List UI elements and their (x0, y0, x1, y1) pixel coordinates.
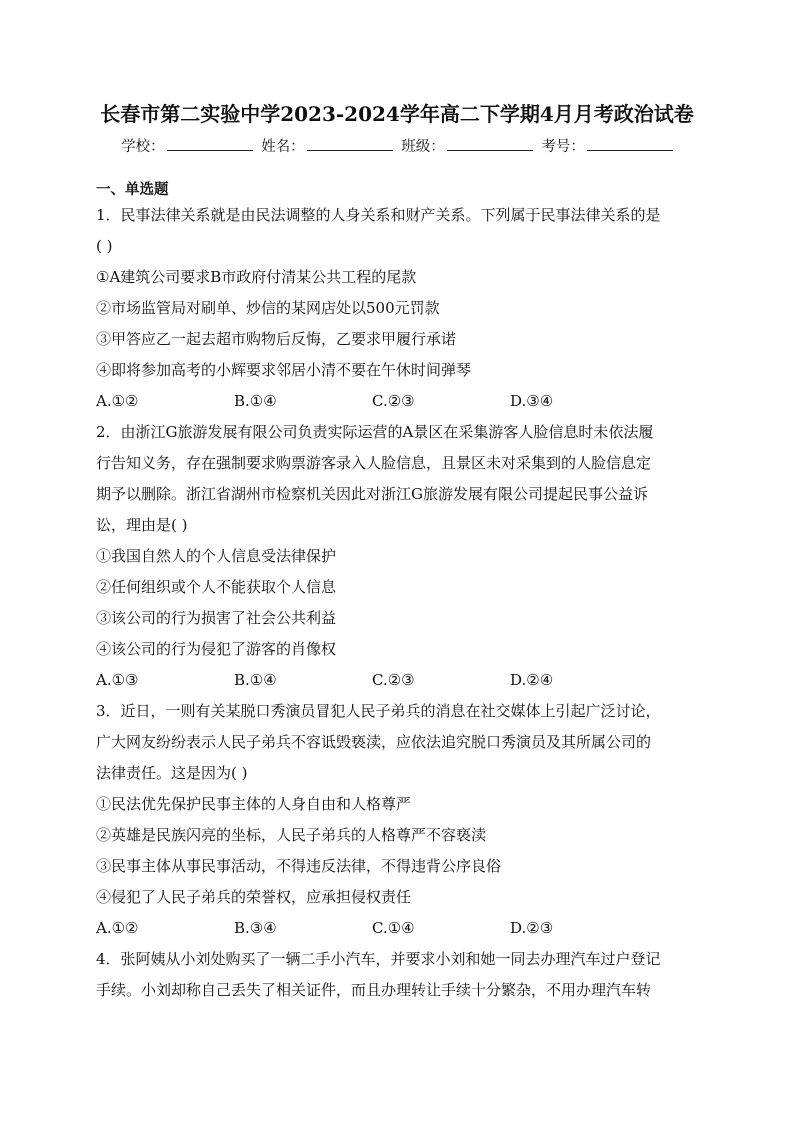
question-4-stem-line: 手续。小刘却称自己丢失了相关证件，而且办理转让手续十分繁杂，不用办理汽车转 (96, 981, 652, 999)
school-label: 学校： (121, 139, 165, 155)
question-3-statement: ④侵犯了人民子弟兵的荣誉权，应承担侵权责任 (96, 888, 412, 906)
school-blank (167, 136, 253, 151)
name-blank (307, 136, 393, 151)
question-2-statement: ②任何组织或个人不能获取个人信息 (96, 578, 337, 596)
student-info-row (0, 136, 794, 157)
option-d: D.②④ (510, 671, 554, 689)
question-3-stem-line: 法律责任。这是因为( ) (96, 764, 248, 782)
class-field (401, 136, 533, 157)
question-1-statement: ②市场监管局对刷单、炒信的某网店处以500元罚款 (96, 299, 440, 317)
question-2-statement: ③该公司的行为损害了社会公共利益 (96, 609, 337, 627)
question-2-stem-line: 2．由浙江G旅游发展有限公司负责实际运营的A景区在采集游客人脸信息时未依法履 (96, 423, 654, 441)
option-c: C.②③ (372, 671, 415, 689)
question-2-stem-line: 期予以删除。浙江省湖州市检察机关因此对浙江G旅游发展有限公司提起民事公益诉 (96, 485, 648, 503)
question-3-statement: ②英雄是民族闪亮的坐标，人民子弟兵的人格尊严不容亵渎 (96, 826, 487, 844)
exam-number-label: 考号： (541, 139, 585, 155)
question-1-stem-line: 1．民事法律关系就是由民法调整的人身关系和财产关系。下列属于民事法律关系的是 (96, 206, 661, 224)
option-b: B.③④ (234, 919, 277, 937)
class-label: 班级： (401, 139, 445, 155)
option-c: C.②③ (372, 392, 415, 410)
question-2-stem-line: 行告知义务，存在强制要求购票游客录入人脸信息，且景区未对采集到的人脸信息定 (96, 454, 652, 472)
question-4-stem-line: 4．张阿姨从小刘处购买了一辆二手小汽车，并要求小刘和她一同去办理汽车过户登记 (96, 950, 661, 968)
question-1-statement: ③甲答应乙一起去超市购物后反悔，乙要求甲履行承诺 (96, 330, 457, 348)
question-2-options (96, 665, 700, 696)
school-field (121, 136, 253, 157)
question-2-statement: ④该公司的行为侵犯了游客的肖像权 (96, 640, 337, 658)
question-1-statement: ①A建筑公司要求B市政府付清某公共工程的尾款 (96, 268, 417, 286)
question-1-statement: ④即将参加高考的小辉要求邻居小清不要在午休时间弹琴 (96, 361, 472, 379)
class-blank (447, 136, 533, 151)
question-list (96, 200, 700, 1006)
exam-number-blank (587, 136, 673, 151)
question-3-statement: ①民法优先保护民事主体的人身自由和人格尊严 (96, 795, 412, 813)
name-field (261, 136, 393, 157)
option-a: A.①③ (96, 671, 139, 689)
option-b: B.①④ (234, 671, 277, 689)
option-d: D.②③ (510, 919, 554, 937)
name-label: 姓名： (261, 139, 305, 155)
question-3-stem-line: 广大网友纷纷表示人民子弟兵不容诋毁亵渎，应依法追究脱口秀演员及其所属公司的 (96, 733, 652, 751)
section-title: 一、单选题 (96, 182, 169, 198)
exam-number-field (541, 136, 673, 157)
exam-title: 长春市第二实验中学2023-2024学年高二下学期4月月考政治试卷 (100, 102, 694, 126)
option-a: A.①② (96, 392, 139, 410)
option-b: B.①④ (234, 392, 277, 410)
option-d: D.③④ (510, 392, 554, 410)
question-1-stem-line: ( ) (96, 237, 113, 255)
question-2-stem-line: 讼，理由是( ) (96, 516, 188, 534)
question-2-statement: ①我国自然人的个人信息受法律保护 (96, 547, 337, 565)
question-3-options (96, 913, 700, 944)
option-c: C.①④ (372, 919, 415, 937)
question-3-stem-line: 3．近日，一则有关某脱口秀演员冒犯人民子弟兵的消息在社交媒体上引起广泛讨论， (96, 702, 661, 720)
question-1-options (96, 386, 700, 417)
question-3-statement: ③民事主体从事民事活动，不得违反法律，不得违背公序良俗 (96, 857, 502, 875)
option-a: A.①② (96, 919, 139, 937)
